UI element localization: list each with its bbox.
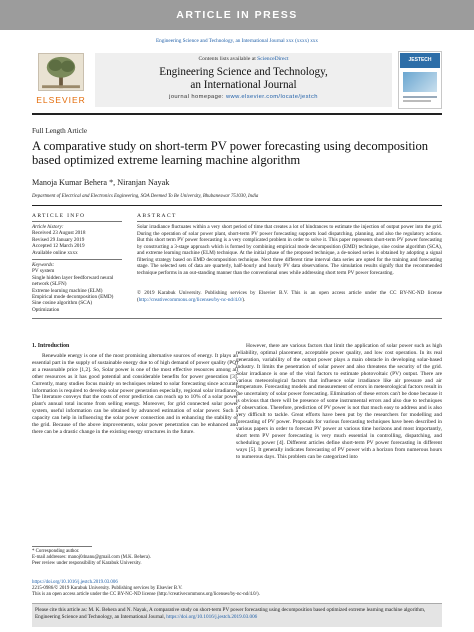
license-link[interactable]: http://creativecommons.org/licenses/by-nc-nd/4.0/ xyxy=(138,296,243,303)
keyword: Sine cosine algorithm (SCA) xyxy=(32,300,93,307)
cover-line xyxy=(403,100,431,102)
keyword: Extreme learning machine (ELM) xyxy=(32,287,103,294)
article-history xyxy=(32,224,122,256)
divider xyxy=(32,318,442,319)
footnote xyxy=(32,549,232,568)
abstract-text: Solar irradiance fluctuates within a very short period of time that creates a lot of hindrances to estimate the injection of output power into the grid. During the operation of solar power plant, short-term PV power forecasting supports load dispatching, planning, and also the regulatory actions. But this short term PV power forecasting is a very complicated problem in order to solve it. This paper represents short-term PV power forecasting by constructing a 3-stage approach which is formed by combining empirical mode decomposition (EMD) technique, sine cosine algorithm (SCA), and extreme learning machine (ELM) technique. At the initial phase of the proposed technique, a de-noised series is obtained by adopting a signal filtering strategy based on EMD decomposition technique. Next three different time interval data series are opted for the training and forecasting stage. The selected sets of data are quarterly, half-hourly and hourly PV data observations. The simulation results signify that the recommended technique performs in an out-standing manner than the conventional ones while addressing short term PV power forecasting. xyxy=(137,224,442,276)
keyword: Single hidden layer feedforward neural network (SLFN) xyxy=(32,274,114,288)
article-in-press-banner xyxy=(0,0,474,30)
elsevier-tree-icon xyxy=(38,53,84,91)
journal-title-line1: Engineering Science and Technology, xyxy=(159,66,328,78)
history-label: Article history: xyxy=(32,224,64,230)
intro-right-column: However, there are various factors that limit the application of solar power such as high reliability, optimal placement, acceptable power quality, and low cost operation. In its real generation, variability of the output power plays a main obstacle in developing solar-based industry. It limits the penetration of solar power and also threatens the security of the grid. Solar irradiance is one of the vital factors to estimate photovoltaic (PV) output. There are various meteorological factors that influence solar irradiance like air pressure and air temperature. Forecasting models and measurement of errors in meteorological factors result in the uncertainty of solar power forecasting. Elimination of these errors can't be done because it is obvious that there will be presence of some instrumental errors and also due to techniques of observation. Therefore, prediction of PV power is not that much easy to address and is also very difficult to tackle. Great efforts have been put by the researchers for modelling and forecasting of PV power. Proposals for various forecasting techniques have been described in various papers in order to forecast PV power at various time horizons and most importantly, short term PV power forecasting is very much essential in controlling, dispatching, and scheduling power [4]. Different articles define short-term PV power forecasting in different ways [5]. It generally indicates forecasting of PV power with a horizon from numerous hours to numerous days. This problem can be categorized into xyxy=(236,343,442,460)
license-line[interactable]: This is an open access article under the CC BY-NC-ND license (http://creativecommons.org/licenses/by-nc-nd/4.0/). xyxy=(32,592,260,598)
license-text: © 2019 Karabuk University. Publishing services by Elsevier B.V. This is an open access article under the CC BY-NC-ND license ( xyxy=(137,290,442,303)
article-title: A comparative study on short-term PV power forecasting using decomposition based optimized extreme learning machine algorithm xyxy=(32,139,429,168)
keyword: PV system xyxy=(32,268,55,275)
keywords xyxy=(32,262,122,313)
journal-cover[interactable] xyxy=(398,51,442,109)
header-divider xyxy=(32,113,442,115)
citation-body: Please cite this article as: M. K. Behera and N. Nayak, A comparative study on short-term PV power forecasting using decomposition based optimized extreme learning machine algorithm, Engineering Science and Technology, an International Journal, xyxy=(35,607,426,620)
elsevier-logo[interactable] xyxy=(32,53,90,107)
keyword: Empirical mode decomposition (EMD) xyxy=(32,294,114,301)
footnote-divider xyxy=(32,546,92,547)
abstract-heading: ABSTRACT xyxy=(137,213,177,219)
citation-text xyxy=(35,607,439,621)
homepage-prefix: journal homepage: xyxy=(169,94,226,100)
intro-left-column: Renewable energy is one of the most promising alternative sources of energy. It plays an essential part in the supply of sustainable energy due to of high demand of power quality (PQ) at a reasonable price [1,2]. So, Solar power is one of the most effective resources among all other resources as it has good potential and considerable benefits for power generation [3]. Currently, many studies focus mainly on techniques related to solar forecasting since accurate information is required to develop solar power generation especially, regional solar irradiance. The literature conveys that the costs of error prediction can reach up to 10% of a solar power plant's annual total income from selling energy. Moreover, for grid connected solar power system, useful information can be obtained by advanced estimation of solar power. Such a capacity can help in influencing the solar power connection and in enhancing the stability of the grid. Because of the above improvements, solar power penetration can be enhanced and there can be a drastic change in the existing energy structures in the future. xyxy=(32,353,238,435)
journal-homepage xyxy=(95,94,392,100)
divider xyxy=(32,221,122,222)
publication-meta xyxy=(32,580,452,599)
divider xyxy=(137,221,442,222)
publisher-name: ELSEVIER xyxy=(36,95,86,105)
contents-prefix: Contents lists available at xyxy=(198,56,258,62)
cover-line xyxy=(403,96,437,98)
journal-citation-link[interactable]: Engineering Science and Technology, an International Journal xxx (xxxx) xxx xyxy=(156,38,318,44)
authors[interactable]: Manoja Kumar Behera *, Niranjan Nayak xyxy=(32,178,170,187)
section-heading: 1. Introduction xyxy=(32,343,70,349)
journal-header xyxy=(95,53,392,107)
cover-label: JESTECH xyxy=(408,57,432,63)
abstract-license xyxy=(137,290,442,303)
history-item: Accepted 12 March 2019 xyxy=(32,243,85,250)
history-item: Available online xxxx xyxy=(32,249,78,256)
sciencedirect-link[interactable]: ScienceDirect xyxy=(257,56,289,62)
cover-image xyxy=(403,72,437,92)
history-item: Received 23 August 2018 xyxy=(32,230,86,237)
affiliation: Department of Electrical and Electronics Engineering, SOA Deemed To Be University, Bhubaneswar 751030, India xyxy=(32,194,259,199)
divider xyxy=(32,259,122,260)
license-close: ). xyxy=(242,296,246,303)
email-line[interactable]: E-mail addresses: manoj04nanu@gmail.com (M.K. Behera). xyxy=(32,555,151,561)
history-item: Revised 29 January 2019 xyxy=(32,236,85,243)
banner-text: ARTICLE IN PRESS xyxy=(176,9,298,21)
article-type: Full Length Article xyxy=(32,127,88,135)
corresponding-author: * Corresponding author. xyxy=(32,549,80,554)
contents-line xyxy=(95,56,392,62)
doi-link[interactable]: https://doi.org/10.1016/j.jestch.2019.03.006 xyxy=(32,580,118,585)
peer-review-line: Peer review under responsibility of Karabuk University. xyxy=(32,561,142,567)
article-info-heading: ARTICLE INFO xyxy=(32,213,86,219)
divider xyxy=(32,205,442,206)
homepage-link[interactable]: www.elsevier.com/locate/jestch xyxy=(225,94,318,100)
keywords-label: Keywords: xyxy=(32,262,55,268)
journal-title-line2: an International Journal xyxy=(190,78,297,91)
journal-title[interactable] xyxy=(95,66,392,91)
keyword: Optimization xyxy=(32,306,60,313)
citation-box xyxy=(32,603,442,627)
issn-line: 2215-0986/© 2019 Karabuk University. Publishing services by Elsevier B.V. xyxy=(32,586,183,592)
citation-doi-link[interactable]: https://doi.org/10.1016/j.jestch.2019.03.006 xyxy=(166,614,258,620)
